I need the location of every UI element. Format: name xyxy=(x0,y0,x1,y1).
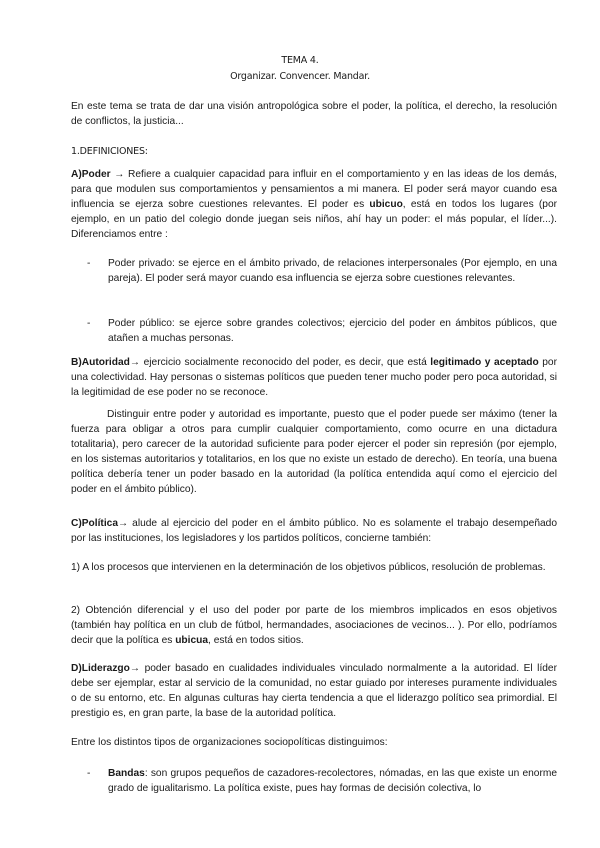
intro-paragraph: En este tema se trata de dar una visión antropológica sobre el poder, la política, el derecho, la resolución de conflictos, la justicia... xyxy=(71,101,557,127)
autoridad-label: B)Autoridad xyxy=(71,357,130,368)
bullet-dash: - xyxy=(87,768,91,779)
ubicua-term: ubicua xyxy=(175,635,209,646)
bandas-text: : son grupos pequeños de cazadores-recolectores, nómadas, en las que existe un enorme grado de igualitarismo. La política existe, pues hay formas de decisión colectiva, lo xyxy=(108,768,557,794)
autoridad-arrow: → xyxy=(129,357,144,368)
document-subtitle: Organizar. Convencer. Mandar. xyxy=(230,71,370,82)
list-item-poder-publico: Poder público: se ejerce sobre grandes colectivos; ejercicio del poder en ámbitos públicos, que atañen a muchas personas. xyxy=(108,318,557,344)
autoridad-paragraph xyxy=(71,355,557,400)
bullet-dash: - xyxy=(87,318,91,329)
poder-label: A)Poder xyxy=(71,169,111,180)
poder-arrow: → xyxy=(110,169,129,180)
entre-paragraph: Entre los distintos tipos de organizaciones sociopolíticas distinguimos: xyxy=(71,737,388,748)
politica-label: C)Política xyxy=(71,518,118,529)
politica-paragraph xyxy=(71,516,557,546)
liderazgo-label: D)Liderazgo xyxy=(71,663,130,674)
distinguir-paragraph: Distinguir entre poder y autoridad es importante, puesto que el poder puede ser máximo (tener la fuerza para obligar a otros para cumplir cualquier comportamiento, como ocurre en una dictadura totalitaria), pero carecer de la autoridad suficiente para poder ejercer el poder sin represión (por ejemplo, en los sistemas autoritarios y totalitarios, en los que no existe un estado de derecho). En teoría, una buena política debería tener un poder basado en la autoridad (la política entendida aquí como el ejercicio del poder en el ámbito público). xyxy=(71,409,557,495)
autoridad-text: ejercicio socialmente reconocido del poder, es decir, que está xyxy=(143,357,431,368)
liderazgo-text: poder basado en cualidades individuales vinculado normalmente a la autoridad. El líder debe ser ejemplar, estar al servicio de la comunidad, no estar guiado por intereses puramente individuales o de su entorno, etc. En algunas culturas hay cierta tendencia a que el liderazgo político sea primordial. El prestigio es, en gran parte, la base de la autoridad política. xyxy=(71,663,557,719)
document-title: TEMA 4. xyxy=(281,55,319,66)
autoridad-text-2: por una colectividad. Hay personas o sistemas políticos que pueden tener mucho poder pero poca autoridad, si la legitimidad de ese poder no se reconoce. xyxy=(71,357,557,398)
section-heading: 1.DEFINICIONES: xyxy=(71,146,148,157)
ubicuo-term: ubicuo xyxy=(369,199,403,210)
liderazgo-paragraph xyxy=(71,661,557,721)
liderazgo-arrow: → xyxy=(129,663,145,674)
bullet-dash: - xyxy=(87,258,91,269)
list-item-poder-privado: Poder privado: se ejerce en el ámbito privado, de relaciones interpersonales (Por ejemplo, en una pareja). El poder será mayor cuando esa influencia se ejerza sobre cuestiones relevantes. xyxy=(108,258,557,284)
politica-point-2 xyxy=(71,603,557,648)
politica-arrow: → xyxy=(117,518,133,529)
politica-2-text-2: , está en todos sitios. xyxy=(208,635,304,646)
politica-2-text: 2) Obtención diferencial y el uso del poder por parte de los miembros implicados en esos objetivos (también hay política en un club de fútbol, hermandades, asociaciones de vecinos... ). Por ello, podríamos decir que la política es xyxy=(71,605,557,646)
poder-text: Refiere a cualquier capacidad para influir en el comportamiento y en las ideas de los demás, para que modulen sus comportamientos y pensamientos a mi manera. El poder será mayor cuando esa influencia se ejerza sobre cuestiones relevantes. El poder es xyxy=(71,169,557,210)
politica-text: alude al ejercicio del poder en el ámbito público. No es solamente el trabajo desempeñado por las instituciones, los legisladores y los partidos políticos, concierne también: xyxy=(71,518,557,544)
poder-paragraph xyxy=(71,167,557,242)
politica-point-1: 1) A los procesos que intervienen en la determinación de los objetivos públicos, resolución de problemas. xyxy=(71,562,546,573)
bandas-label: Bandas xyxy=(108,768,145,779)
poder-text-2: , está en todos los lugares (por ejemplo, en un patio del colegio donde juegan seis niños, ahí hay un poder: el más popular, el líder...). Diferenciamos entre : xyxy=(71,199,557,240)
legitimado-term: legitimado y aceptado xyxy=(430,357,539,368)
list-item-bandas xyxy=(108,766,557,796)
